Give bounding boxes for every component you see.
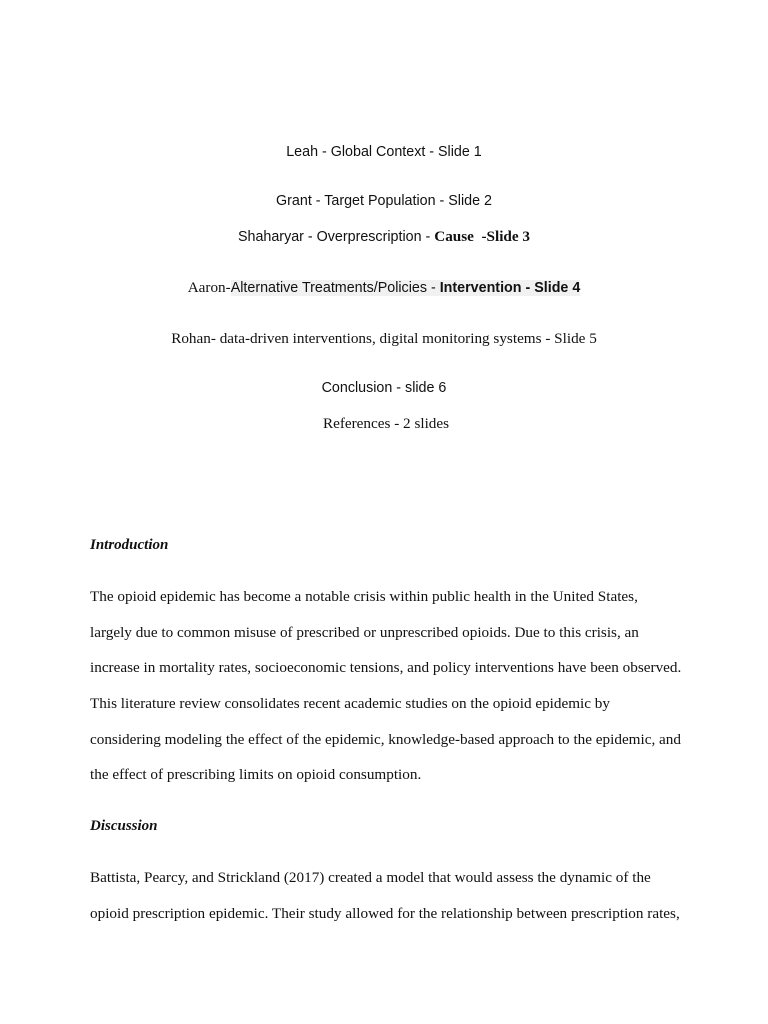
outline-line-aaron-highlight: Alternative Treatments/Policies - <box>230 280 440 296</box>
outline-line-aaron-prefix: Aaron- <box>187 279 231 296</box>
introduction-line: increase in mortality rates, socioeconomic tensions, and policy interventions have been observed. <box>90 659 682 676</box>
introduction-line: This literature review consolidates recent academic studies on the opioid epidemic by <box>90 695 610 712</box>
introduction-line: The opioid epidemic has become a notable crisis within public health in the United States, <box>90 588 638 605</box>
discussion-line: opioid prescription epidemic. Their study allowed for the relationship between prescription rates, <box>90 905 680 922</box>
outline-line-leah-text: Leah - Global Context - Slide 1 <box>286 144 482 160</box>
outline-line-grant-text: Grant - Target Population - Slide 2 <box>276 193 492 209</box>
outline-line-shaharyar <box>0 228 768 246</box>
outline-line-conclusion <box>0 380 768 396</box>
outline-line-leah <box>0 144 768 160</box>
discussion-line: Battista, Pearcy, and Strickland (2017) created a model that would assess the dynamic of the <box>90 869 651 886</box>
outline-line-rohan <box>0 330 768 348</box>
outline-line-aaron-bold: Intervention - Slide 4 <box>439 280 581 296</box>
outline-line-references-text: References - 2 slides <box>322 415 450 432</box>
outline-line-shaharyar-bold: Cause -Slide 3 <box>434 228 531 245</box>
outline-line-rohan-text: Rohan- data-driven interventions, digital monitoring systems - Slide 5 <box>171 330 597 347</box>
outline-line-aaron <box>0 279 768 297</box>
introduction-line: largely due to common misuse of prescribed or unprescribed opioids. Due to this crisis, an <box>90 624 639 641</box>
discussion-heading: Discussion <box>90 818 158 834</box>
outline-line-grant <box>0 193 768 209</box>
introduction-line: considering modeling the effect of the epidemic, knowledge-based approach to the epidemic, and <box>90 731 681 748</box>
introduction-line: the effect of prescribing limits on opioid consumption. <box>90 766 422 783</box>
outline-line-shaharyar-prefix: Shaharyar - Overprescription - <box>237 229 435 245</box>
introduction-heading: Introduction <box>90 537 169 553</box>
outline-line-conclusion-text: Conclusion - slide 6 <box>321 380 447 396</box>
outline-line-references <box>0 415 768 433</box>
